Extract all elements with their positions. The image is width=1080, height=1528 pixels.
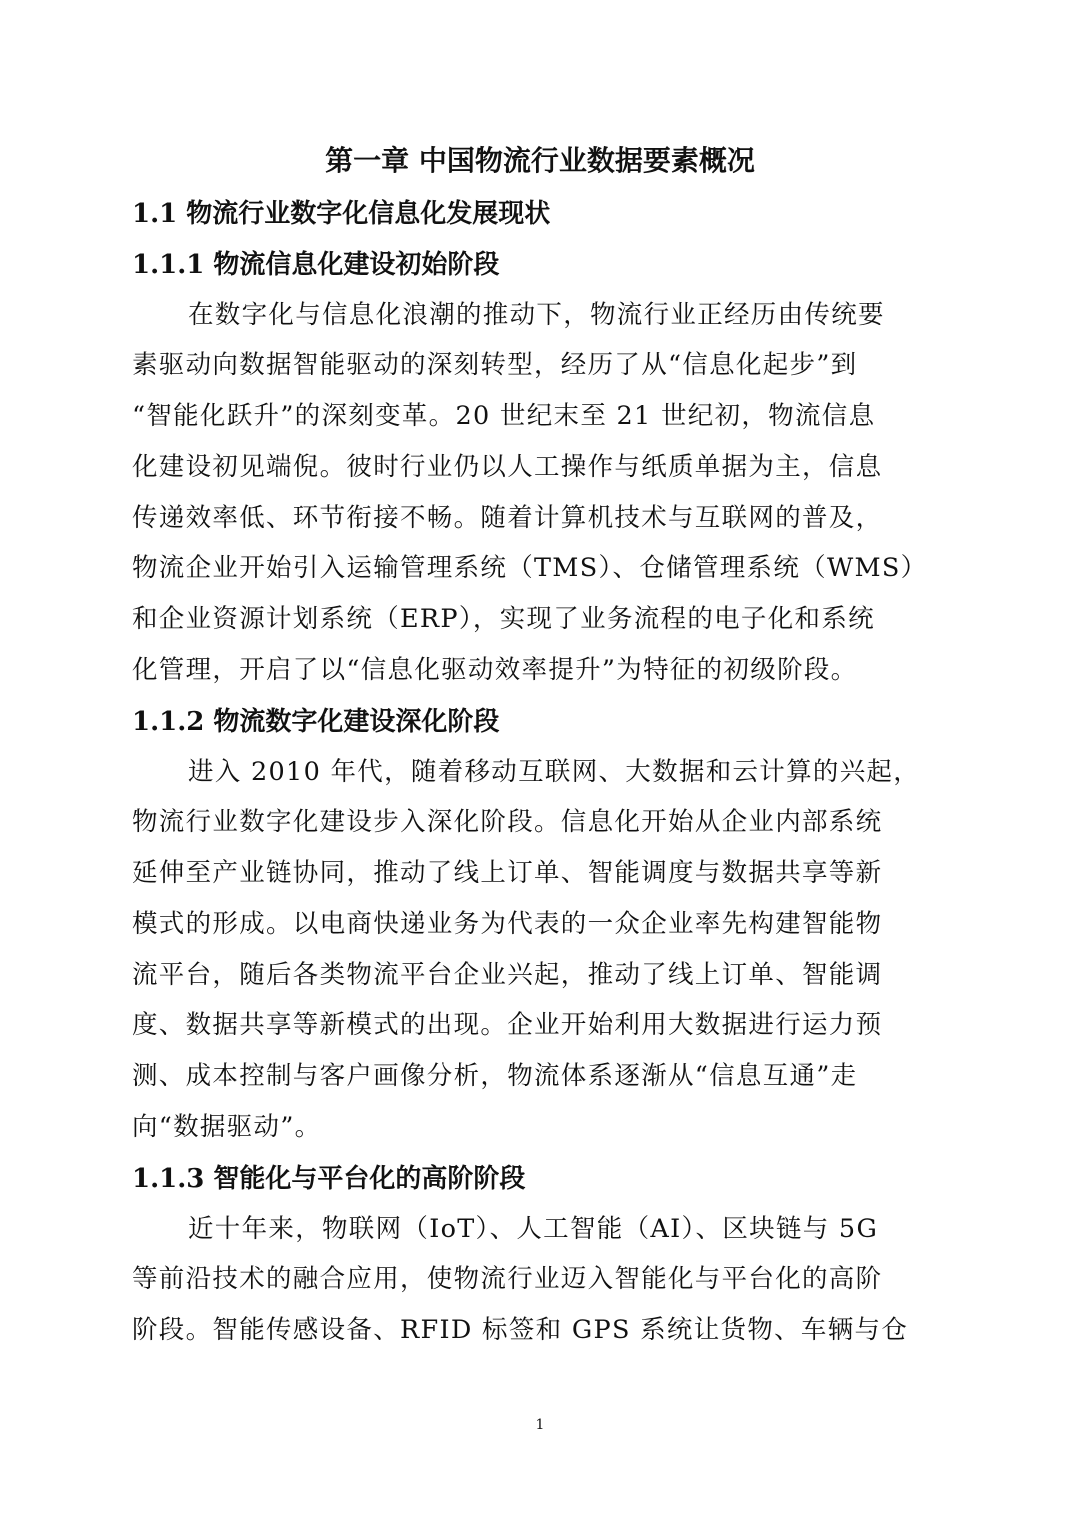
section-heading-1-1-2: 1.1.2 物流数字化建设深化阶段	[132, 707, 500, 737]
paragraph-line: 度、数据共享等新模式的出现。企业开始利用大数据进行运力预	[132, 1010, 883, 1040]
page-number: 1	[535, 1417, 545, 1433]
paragraph-line: “智能化跃升”的深刻变革。20 世纪末至 21 世纪初，物流信息	[132, 401, 876, 431]
paragraph-line: 素驱动向数据智能驱动的深刻转型，经历了从“信息化起步”到	[132, 350, 858, 380]
paragraph-line: 延伸至产业链协同，推动了线上订单、智能调度与数据共享等新	[132, 858, 883, 888]
chapter-title: 第一章 中国物流行业数据要素概况	[325, 144, 755, 177]
paragraph-line: 和企业资源计划系统（ERP），实现了业务流程的电子化和系统	[132, 604, 875, 634]
section-heading-1-1: 1.1 物流行业数字化信息化发展现状	[132, 199, 551, 229]
paragraph-line: 测、成本控制与客户画像分析，物流体系逐渐从“信息互通”走	[132, 1061, 858, 1091]
paragraph-line: 化管理，开启了以“信息化驱动效率提升”为特征的初级阶段。	[132, 655, 858, 685]
section-heading-1-1-3: 1.1.3 智能化与平台化的高阶阶段	[132, 1164, 526, 1194]
paragraph-line: 传递效率低、环节衔接不畅。随着计算机技术与互联网的普及，	[132, 503, 883, 533]
paragraph-line: 模式的形成。以电商快递业务为代表的一众企业率先构建智能物	[132, 909, 883, 939]
section-heading-1-1-1: 1.1.1 物流信息化建设初始阶段	[132, 250, 500, 280]
paragraph-line: 流平台，随后各类物流平台企业兴起，推动了线上订单、智能调	[132, 960, 883, 990]
paragraph-line: 物流企业开始引入运输管理系统（TMS）、仓储管理系统（WMS）	[132, 553, 928, 583]
paragraph-line: 等前沿技术的融合应用，使物流行业迈入智能化与平台化的高阶	[132, 1264, 883, 1294]
paragraph-line: 化建设初见端倪。彼时行业仍以人工操作与纸质单据为主，信息	[132, 452, 883, 482]
paragraph-line: 向“数据驱动”。	[132, 1112, 322, 1142]
paragraph-line: 进入 2010 年代，随着移动互联网、大数据和云计算的兴起，	[188, 757, 921, 787]
paragraph-line: 阶段。智能传感设备、RFID 标签和 GPS 系统让货物、车辆与仓	[132, 1315, 909, 1345]
paragraph-line: 物流行业数字化建设步入深化阶段。信息化开始从企业内部系统	[132, 807, 883, 837]
paragraph-line: 在数字化与信息化浪潮的推动下，物流行业正经历由传统要	[188, 300, 885, 330]
paragraph-line: 近十年来，物联网（IoT）、人工智能（AI）、区块链与 5G	[188, 1214, 879, 1244]
